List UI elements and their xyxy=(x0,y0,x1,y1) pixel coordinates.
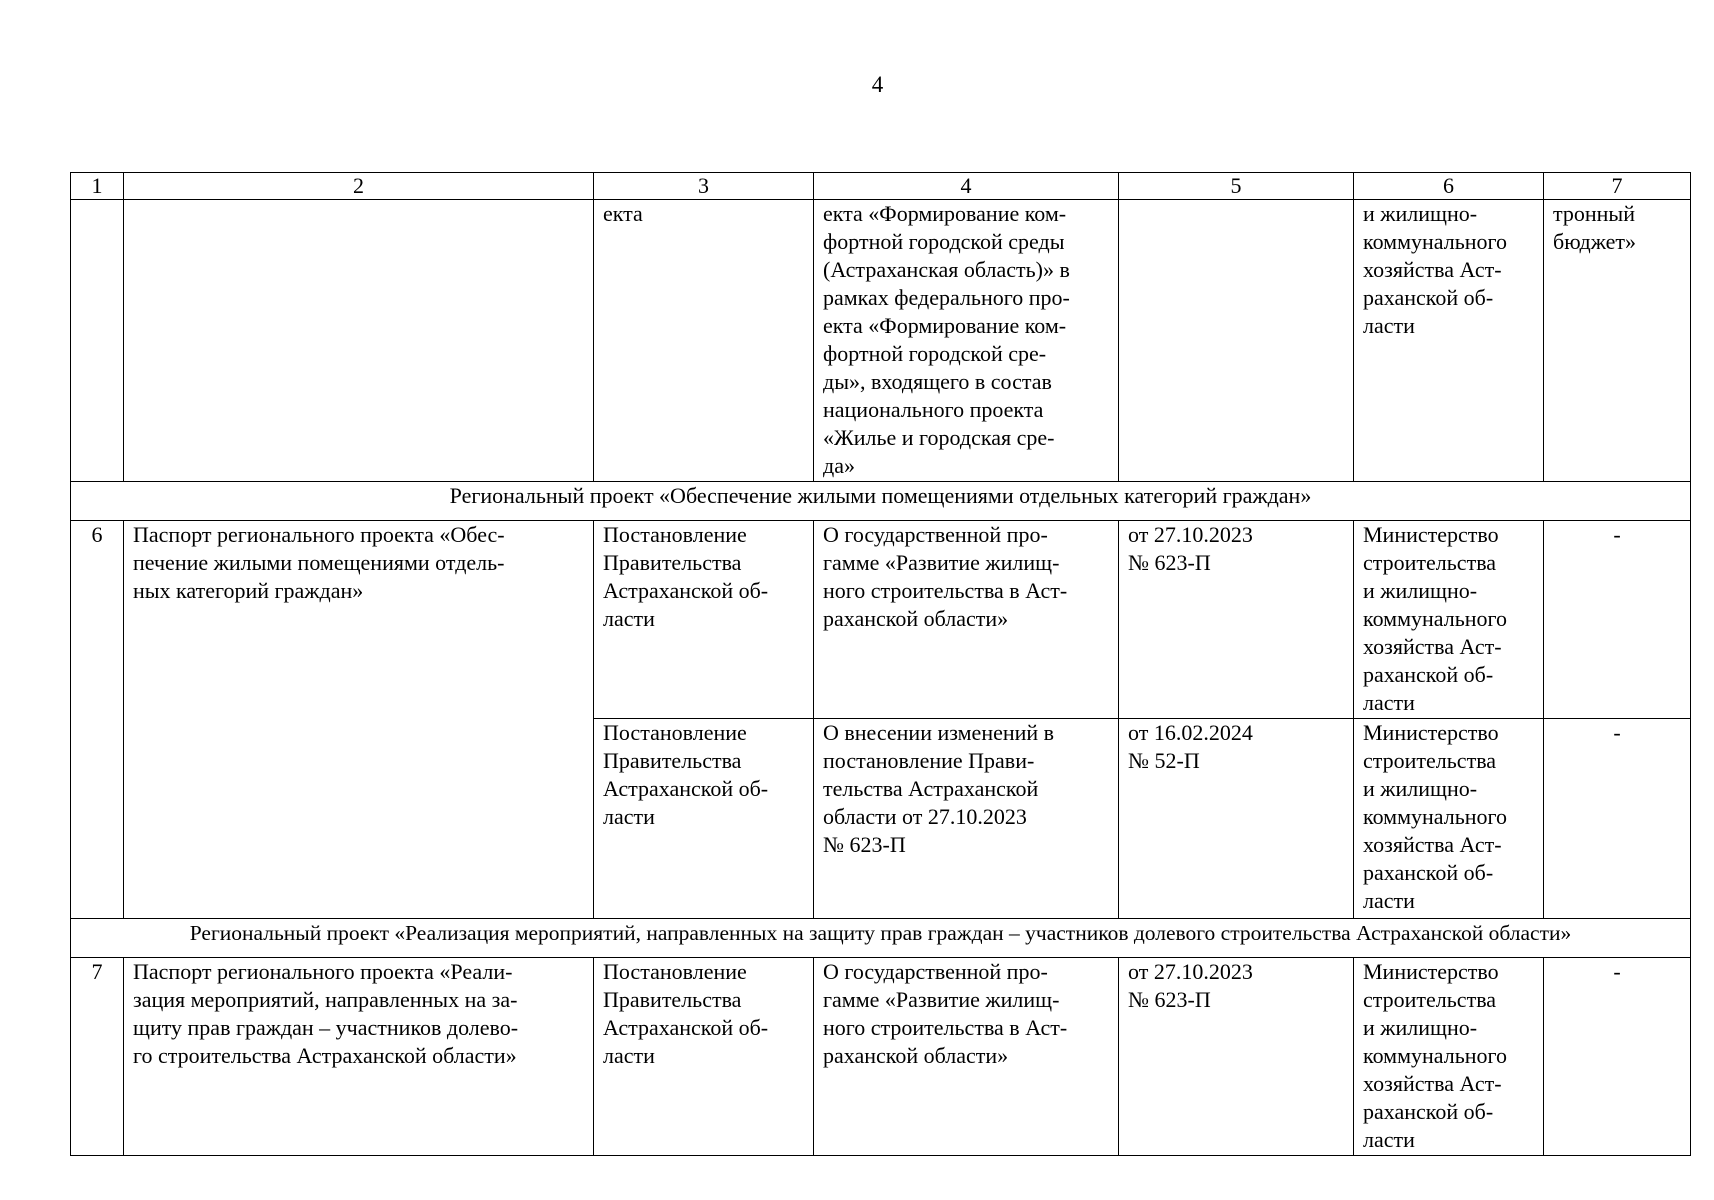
document-type-cell: екта xyxy=(594,200,814,482)
continuation-row xyxy=(71,200,1691,482)
note-cell: - xyxy=(1544,719,1691,919)
document-title-cell: О внесении изменений в постановление Прави- тельства Астраханской области от 27.10.2023 № 623-П xyxy=(814,719,1119,919)
table-row xyxy=(71,521,1691,719)
document-title-cell: О государственной про- гамме «Развитие жилищ- ного строительства в Аст- раханской области» xyxy=(814,521,1119,719)
document-title-cell: екта «Формирование ком- фортной городской среды (Астраханская область)» в рамках федерального про- екта «Формирование ком- фортной городской сре- ды», входящего в состав национального проекта «Жилье и городская сре- да» xyxy=(814,200,1119,482)
table-cell xyxy=(124,200,594,482)
item-number: 6 xyxy=(71,521,124,919)
organization-cell: Министерство строительства и жилищно- коммунального хозяйства Аст- раханской об- ласти xyxy=(1354,521,1544,719)
table-row xyxy=(71,958,1691,1156)
table-cell xyxy=(71,200,124,482)
section-heading: Региональный проект «Реализация мероприятий, направленных на защиту прав граждан – участников долевого строительства Астраханской области» xyxy=(71,919,1691,958)
organization-cell: Министерство строительства и жилищно- коммунального хозяйства Аст- раханской об- ласти xyxy=(1354,958,1544,1156)
document-type-cell: Постановление Правительства Астраханской об- ласти xyxy=(594,719,814,919)
note-cell: - xyxy=(1544,958,1691,1156)
project-name-cell: Паспорт регионального проекта «Обес- печение жилыми помещениями отдель- ных категорий граждан» xyxy=(124,521,594,919)
section-row xyxy=(71,482,1691,521)
project-name-cell: Паспорт регионального проекта «Реали- зация мероприятий, направленных на за- щиту прав граждан – участников долево- го строительства Астраханской области» xyxy=(124,958,594,1156)
document-type-cell: Постановление Правительства Астраханской об- ласти xyxy=(594,958,814,1156)
header-cell: 7 xyxy=(1544,173,1691,200)
page-number: 4 xyxy=(871,72,884,97)
item-number: 7 xyxy=(71,958,124,1156)
organization-cell: и жилищно- коммунального хозяйства Аст- раханской об- ласти xyxy=(1354,200,1544,482)
document-date-cell: от 27.10.2023 № 623-П xyxy=(1119,521,1354,719)
header-cell: 4 xyxy=(814,173,1119,200)
note-cell: - xyxy=(1544,521,1691,719)
section-row xyxy=(71,919,1691,958)
document-date-cell xyxy=(1119,200,1354,482)
header-cell: 2 xyxy=(124,173,594,200)
document-table xyxy=(70,172,1691,1156)
document-type-cell: Постановление Правительства Астраханской об- ласти xyxy=(594,521,814,719)
header-cell: 3 xyxy=(594,173,814,200)
section-heading: Региональный проект «Обеспечение жилыми помещениями отдельных категорий граждан» xyxy=(71,482,1691,521)
header-cell: 5 xyxy=(1119,173,1354,200)
document-date-cell: от 16.02.2024 № 52-П xyxy=(1119,719,1354,919)
document-title-cell: О государственной про- гамме «Развитие жилищ- ного строительства в Аст- раханской области» xyxy=(814,958,1119,1156)
header-cell: 6 xyxy=(1354,173,1544,200)
header-cell: 1 xyxy=(71,173,124,200)
note-cell: тронный бюджет» xyxy=(1544,200,1691,482)
organization-cell: Министерство строительства и жилищно- коммунального хозяйства Аст- раханской об- ласти xyxy=(1354,719,1544,919)
table-header-row xyxy=(71,173,1691,200)
document-date-cell: от 27.10.2023 № 623-П xyxy=(1119,958,1354,1156)
